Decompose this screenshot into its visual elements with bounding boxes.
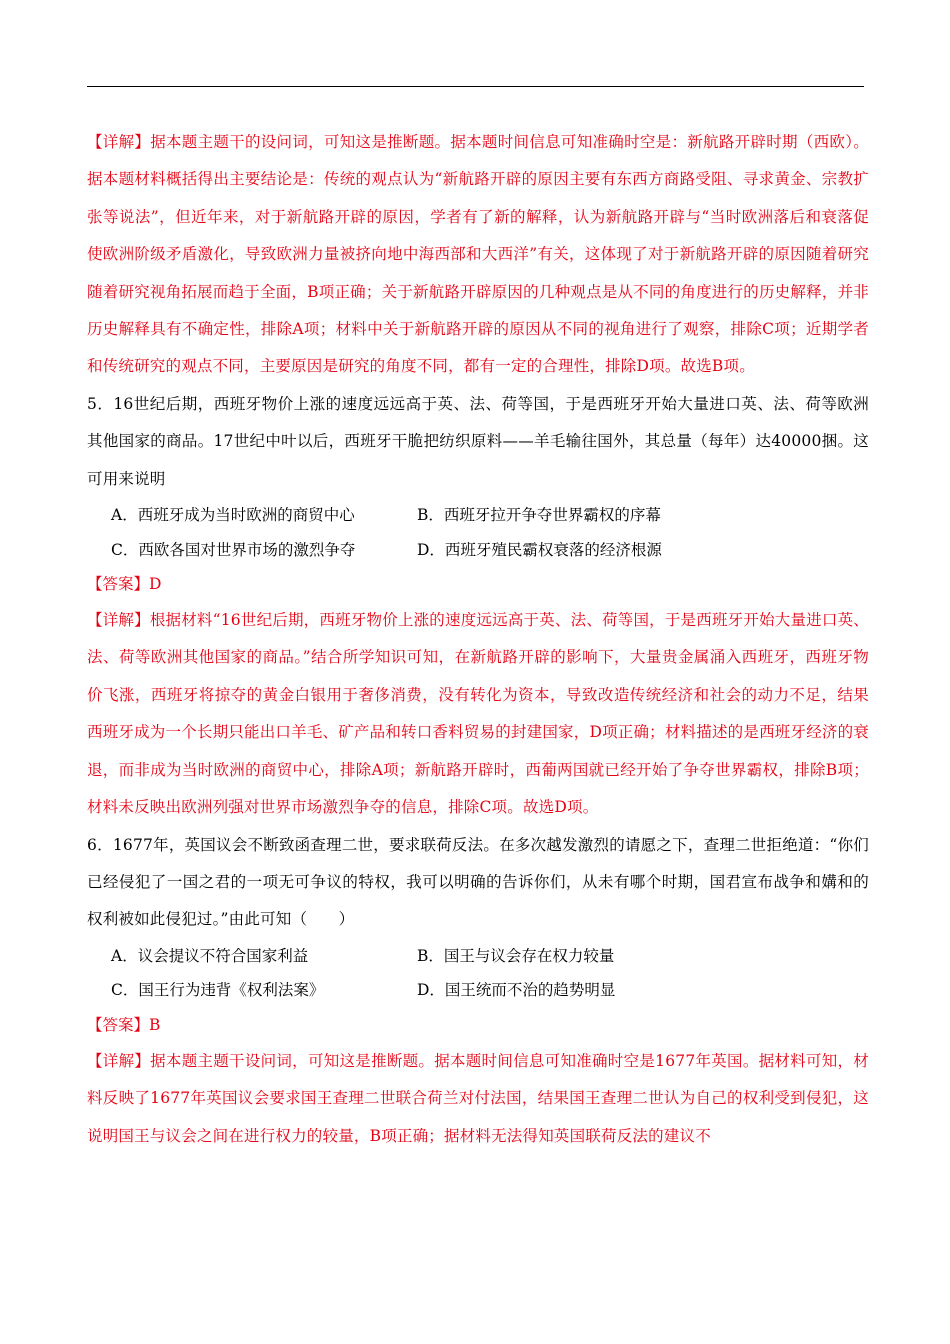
q5-options-row-2	[87, 533, 869, 568]
document-content	[87, 124, 869, 1155]
q5-explanation	[87, 602, 869, 826]
q5-explanation-text: 根据材料“16世纪后期，西班牙物价上涨的速度远远高于英、法、荷等国，于是西班牙开始大量进口英、法、荷等欧洲其他国家的商品。”结合所学知识可知，在新航路开辟的影响下，大量贵金属涌入西班牙，西班牙物价飞涨，西班牙将掠夺的黄金白银用于奢侈消费，没有转化为资本，导致改造传统经济和社会的动力不足，结果西班牙成为一个长期只能出口羊毛、矿产品和转口香料贸易的封建国家，D项正确；材料描述的是西班牙经济的衰退，而非成为当时欧洲的商贸中心，排除A项；新航路开辟时，西葡两国就已经开始了争夺世界霸权，排除B项；材料未反映出欧洲列强对世界市场激烈争夺的信息，排除C项。故选D项。	[87, 611, 869, 817]
q5-option-d: D．西班牙殖民霸权衰落的经济根源	[417, 540, 662, 559]
q5-option-b: B．西班牙拉开争夺世界霸权的序幕	[417, 506, 661, 525]
explanation-tag: 【详解】	[87, 1051, 151, 1070]
q6-options-row-2	[87, 973, 869, 1008]
q6-option-a: A．议会提议不符合国家利益	[111, 946, 309, 965]
q6-option-b: B．国王与议会存在权力较量	[417, 946, 615, 965]
q5-stem: 5．16世纪后期，西班牙物价上涨的速度远远高于英、法、荷等国，于是西班牙开始大量进口英、法、荷等欧洲其他国家的商品。17世纪中叶以后，西班牙干脆把纺织原料——羊毛输往国外，其总量（每年）达40000捆。这可用来说明	[87, 394, 869, 488]
q5-option-c: C．西欧各国对世界市场的激烈争夺	[111, 540, 356, 559]
explanation-tag: 【详解】	[87, 133, 151, 151]
q5-option-a: A．西班牙成为当时欧洲的商贸中心	[111, 506, 355, 525]
q4-explanation	[87, 124, 869, 386]
q6-options-row-1	[87, 939, 869, 974]
q6-explanation	[87, 1043, 869, 1155]
q6-option-d: D．国王统而不治的趋势明显	[417, 981, 616, 1000]
q6-stem: 6．1677年，英国议会不断致函查理二世，要求联荷反法。在多次越发激烈的请愿之下，查理二世拒绝道：“你们已经侵犯了一国之君的一项无可争议的特权，我可以明确的告诉你们，从未有哪个时期，国君宣布战争和媾和的权利被如此侵犯过。”由此可知（ ）	[87, 835, 869, 929]
q6-option-c: C．国王行为违背《权利法案》	[111, 981, 325, 1000]
q4-explanation-text: 据本题主题干的设问词，可知这是推断题。据本题时间信息可知准确时空是：新航路开辟时期（西欧）。据本题材料概括得出主要结论是：传统的观点认为“新航路开辟的原因主要有东西方商路受阻、寻求黄金、宗教扩张等说法”，但近年来，对于新航路开辟的原因，学者有了新的解释，认为新航路开辟与“当时欧洲落后和衰落促使欧洲阶级矛盾激化，导致欧洲力量被挤向地中海西部和大西洋”有关，这体现了对于新航路开辟的原因随着研究随着研究视角拓展而趋于全面，B项正确；关于新航路开辟原因的几种观点是从不同的角度进行的历史解释，并非历史解释具有不确定性，排除A项；材料中关于新航路开辟的原因从不同的视角进行了观察，排除C项；近期学者和传统研究的观点不同，主要原因是研究的角度不同，都有一定的合理性，排除D项。故选B项。	[87, 133, 869, 376]
q5-answer: 【答案】D	[87, 575, 162, 594]
q5-options-row-1	[87, 498, 869, 533]
q6-explanation-text: 据本题主题干设问词，可知这是推断题。据本题时间信息可知准确时空是1677年英国。据材料可知，材料反映了1677年英国议会要求国王查理二世联合荷兰对付法国，结果国王查理二世认为自己的权利受到侵犯，这说明国王与议会之间在进行权力的较量，B项正确；据材料无法得知英国联荷反法的建议不	[87, 1051, 869, 1145]
explanation-tag: 【详解】	[87, 611, 150, 630]
header-rule	[87, 86, 864, 87]
q6-answer: 【答案】B	[87, 1015, 161, 1034]
